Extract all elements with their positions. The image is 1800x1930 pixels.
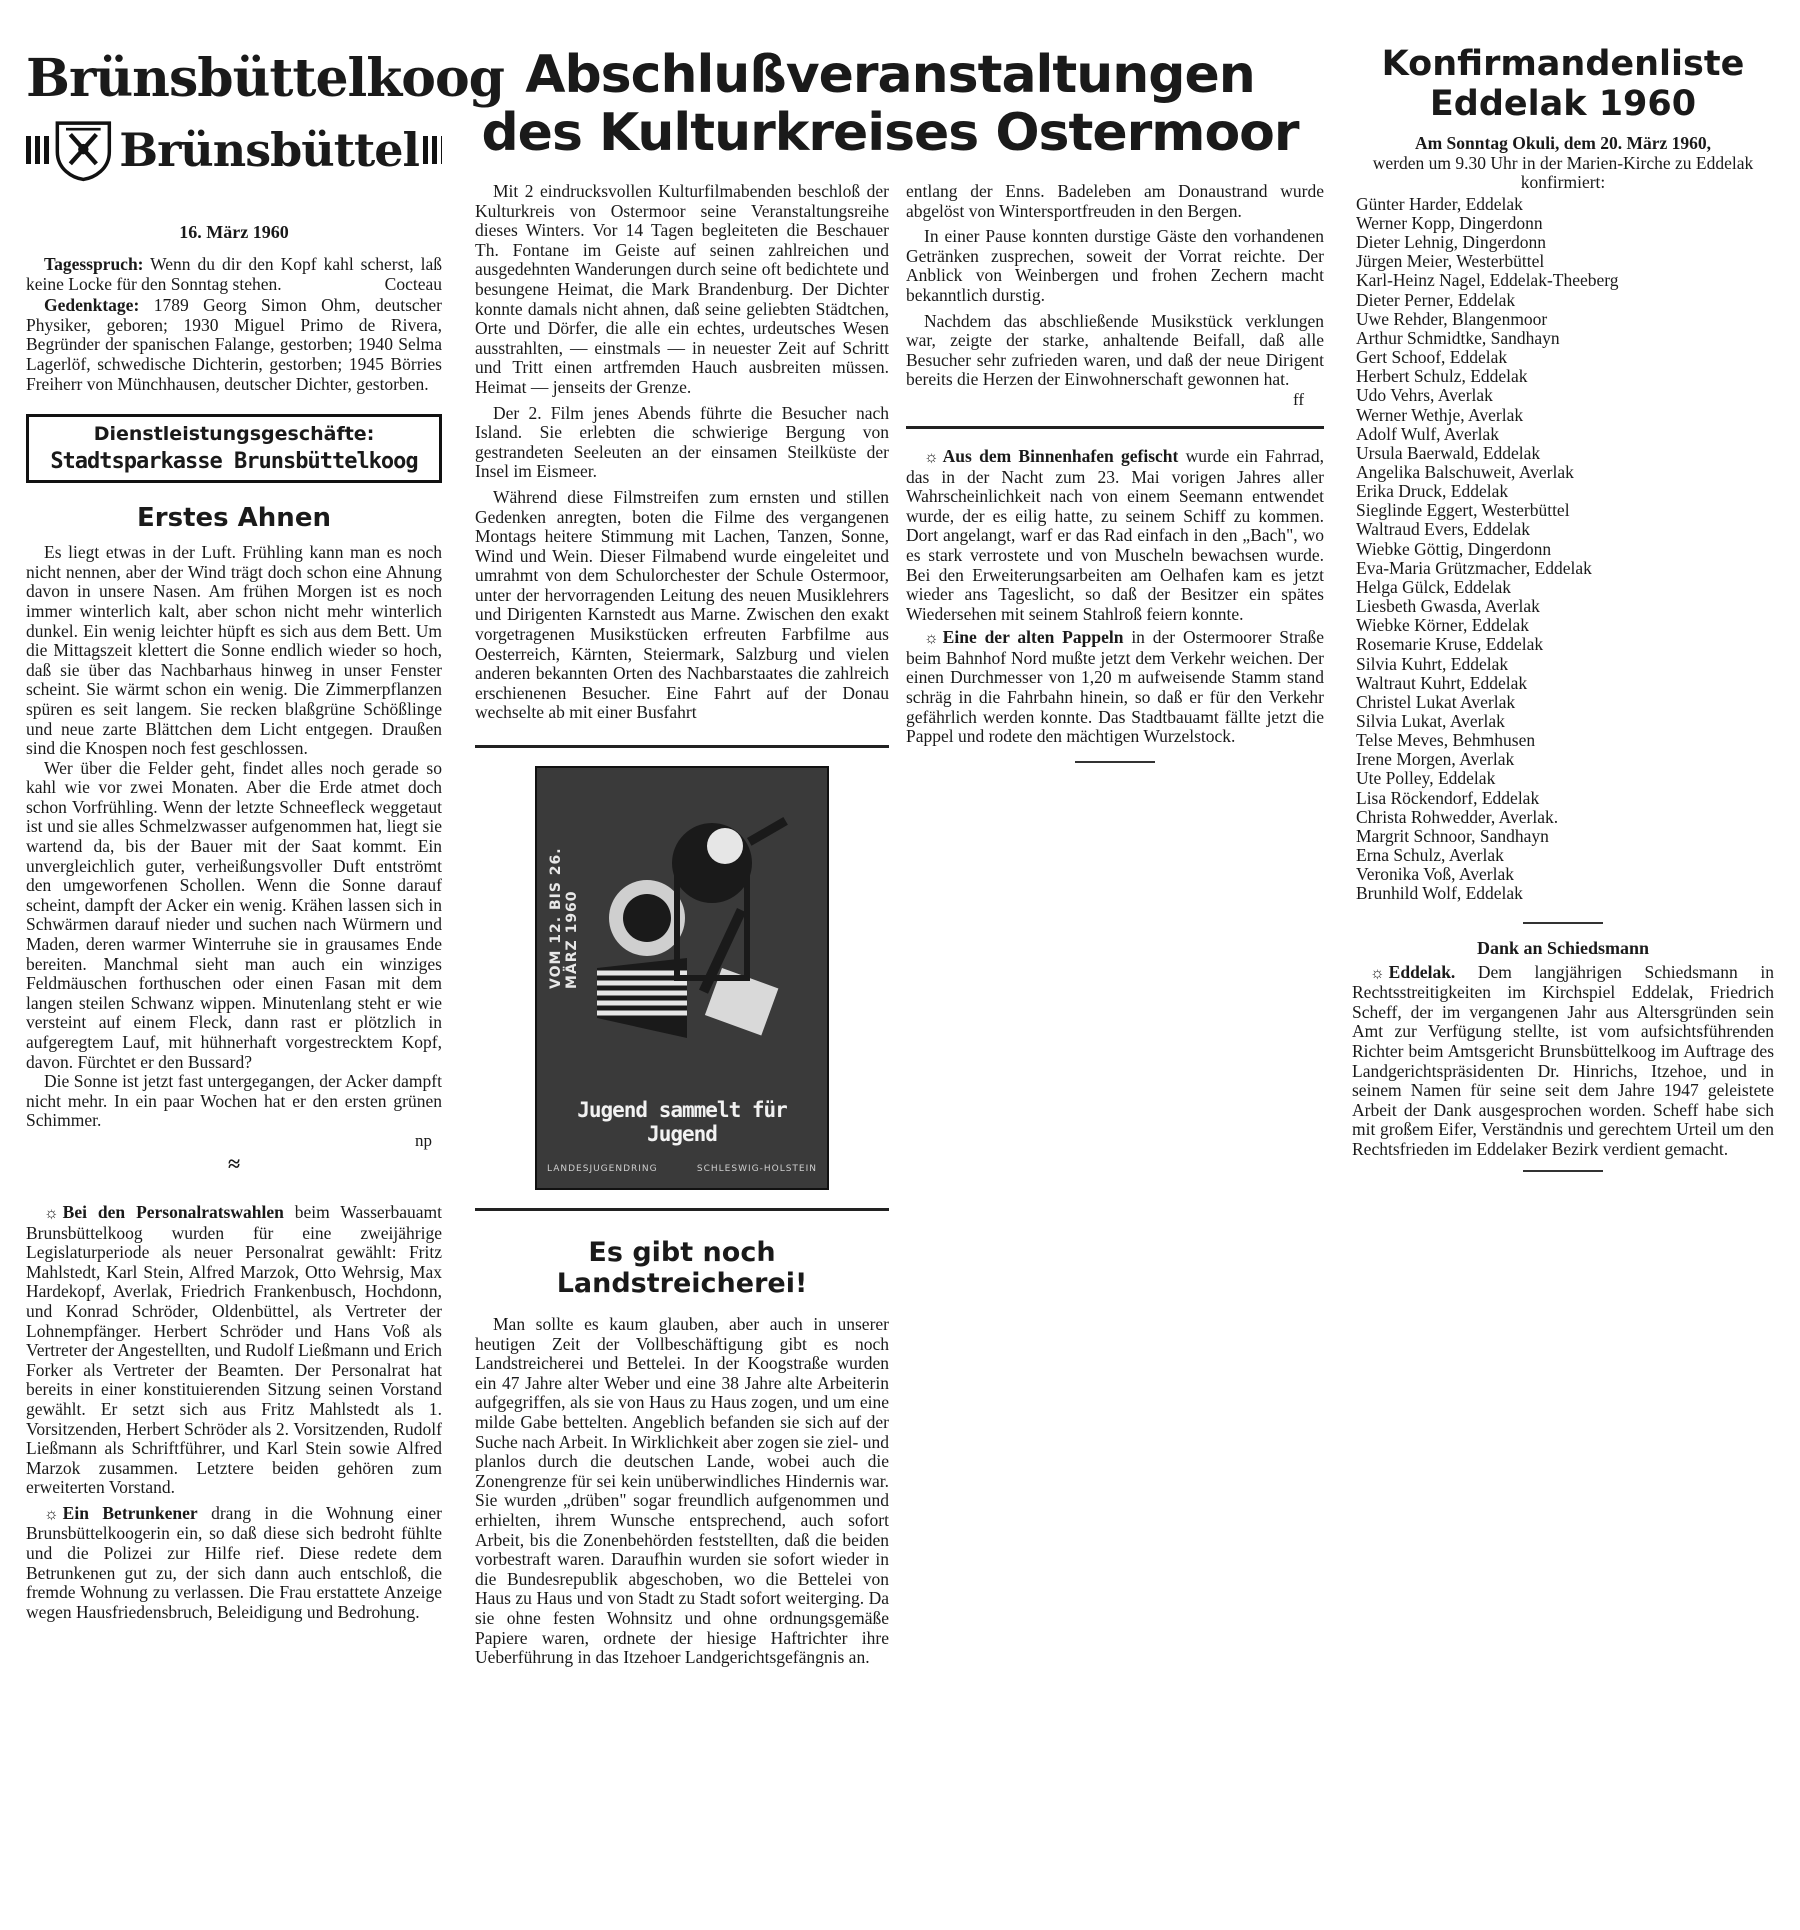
binnenhafen-article — [906, 447, 1324, 624]
konfirmand-name: Silvia Lukat, Averlak — [1356, 711, 1505, 731]
section-rule — [906, 426, 1324, 429]
betrunkener-text: drang in die Wohnung einer Brunsbüttelkoogerin ein, so daß diese sich bedroht fühlte und die Polizei zur Hilfe rief. Diese redete dem Betrunkenen gut zu, der sich dann auch entschloß, die fremde Wohnung zu verlassen. Die Frau erstattete Anzeige wegen Hausfriedensbruch, Beleidigung und Bedrohung. — [26, 1502, 442, 1622]
masthead-ornament-right — [423, 136, 442, 164]
konfirmand-name: Udo Vehrs, Averlak — [1356, 385, 1493, 406]
konfirmand-name: Jürgen Meier, Westerbüttel — [1356, 251, 1545, 272]
kulturkreis-cont-2: In einer Pause konnten durstige Gäste den vorhandenen Getränken zusprechen, soweit der Vorrat reichte. Der Anblick von Weinbergen und frohen Zechern macht bekanntlich durstig. — [906, 226, 1324, 305]
erstes-ahnen-para-2: Wer über die Felder geht, findet alles noch gerade so kahl wie vor zwei Monaten. Aber die Erde atmet doch schon Vorfrühling. Wenn der letzte Schneefleck weggetaut ist und sie alles Schmelzwasser aufgenommen hat, liegt sie wartend da, bis der Bauer mit der Saat kommt. Ein unvergleichlich guter, verheißungsvoller Duft entströmt den umgeworfenen Schollen. Wenn die Sonne darauf scheint, dampft der Acker ein wenig. Krähen lassen sich in Schwärmen darauf nieder und suchen nach Würmern und Maden, deren warmer Winterruhe sie in grausames Ende bereiten. Manchmal sieht man auch ein winziges Feldmäuschen forthuschen oder einen Fasan mit dem langen steilen Schwanz wippen. Minutenlang steht er wie versteint auf einem Fleck, dann rast er plötzlich in aufgeregtem Lauf, mit hühnerhaft vorgestrecktem Kopf, davon. Fürchtet er den Bussard? — [26, 757, 442, 1072]
konfirmanden-intro — [1352, 134, 1774, 193]
tagesspruch-text: Wenn du dir den Kopf kahl scherst, laß keine Locke für den Sonntag stehen. — [26, 254, 442, 294]
konfirmand-name: Silvia Kuhrt, Eddelak — [1356, 653, 1509, 674]
pappeln-text: in der Ostermoorer Straße beim Bahnhof Nord mußte jetzt dem Verkehr weichen. Der einen Durchmesser von 1,20 m aufweisende Stamm stand schräg in die Fahrbahn hinein, so daß er für den Verkehr gefährlich werden konnte. Das Stadtbauamt fällte jetzt die Pappel und rodete den mächtigen Wurzelstock. — [906, 627, 1324, 747]
konfirmand-name: Gert Schoof, Eddelak — [1356, 347, 1508, 368]
konfirmand-name: Waltraut Kuhrt, Eddelak — [1356, 672, 1528, 693]
konfirmand-name: Erna Schulz, Averlak — [1356, 845, 1504, 866]
masthead-ornament-left — [26, 136, 49, 164]
konfirmand-name: Veronika Voß, Averlak — [1356, 864, 1514, 885]
gedenktage-label: Gedenktage: — [44, 295, 140, 316]
end-rule — [1523, 1170, 1603, 1172]
konfirmand-name: Telse Meves, Behmhusen — [1356, 730, 1536, 751]
erstes-ahnen-para-1: Es liegt etwas in der Luft. Frühling kann man es noch nicht nennen, aber der Wind trägt doch schon eine Ahnung davon in unsere Nasen. Am frühen Morgen ist es noch immer winterlich kalt, aber schon nicht mehr winterlich dunkel. Ein wenig leichter hüpft es sich aus dem Bett. Um die Mittagszeit klettert die Sonne endlich wieder so hoch, daß sie über das Nachbarhaus hinweg in unser Fenster scheint. Sie wärmt schon ein wenig. Die Zimmerpflanzen spüren es seit langem. Sie recken blaßgrüne Schößlinge und neue zarte Blättchen dem Licht entgegen. Draußen sind die Knospen noch fest geschlossen. — [26, 542, 442, 759]
masthead-line1: Brünsbüttelkoog — [26, 48, 505, 109]
erstes-ahnen-para-3: Die Sonne ist jetzt fast untergegangen, der Acker dampft nicht mehr. In ein paar Wochen hat er den ersten grünen Schimmer. — [26, 1071, 442, 1131]
poster-footer — [547, 1164, 817, 1174]
pappeln-lead: Eine der alten Pappeln — [942, 627, 1124, 648]
gedenktage — [26, 296, 442, 394]
konfirmand-name: Werner Wethje, Averlak — [1356, 404, 1524, 425]
konfirmand-name: Werner Kopp, Dingerdonn — [1356, 212, 1543, 233]
konfirmanden-title-1: Konfirmandenliste — [1381, 44, 1745, 84]
sun-icon: ☼ — [924, 448, 939, 466]
konfirmand-name: Irene Morgen, Averlak — [1356, 749, 1515, 770]
landstreicherei-text: Man sollte es kaum glauben, aber auch in unserer heutigen Zeit der Vollbeschäftigung gibt es noch Landstreicherei und Bettelei. In der Koogstraße wurden ein 47 Jahre alter Weber und eine 38 Jahre alte Arbeiterin aufgegriffen, als sie von Haus zu Haus zogen, und um eine milde Gabe bettelten. Angeblich befanden sie sich auf der Suche nach Arbeit. In Wirklichkeit aber zogen sie ziel- und planlos durch die deutschen Lande, wobei auch die Zonengrenze für sei kein unüberwindliches Hindernis war. Sie wurden „drüben" sogar freundlich aufgenommen und erhielten, ihrem Wunsche entsprechend, auch sofort Arbeit, bis die Zonenbehörden feststellten, daß die beiden vorbestraft waren. Daraufhin wurden sie sofort wieder in die Bundesrepublik abgeschoben, wo die Bettelei von Haus zu Haus und von Stadt zu Stadt sofort weiterging. Da sie ohne festen Wohnsitz und ohne ordnungsgemäße Papiere waren, ordnete der hiesige Haftrichter ihre Ueberführung in das Itzehoer Landgerichtsgefängnis an. — [475, 1314, 889, 1668]
konfirmand-name: Margrit Schnoor, Sandhayn — [1356, 825, 1549, 846]
konfirmand-name: Uwe Rehder, Blangenmoor — [1356, 308, 1548, 329]
masthead-line2: Brünsbüttel — [119, 123, 419, 177]
masthead — [26, 48, 505, 210]
konfirmand-name: Liesbeth Gwasda, Averlak — [1356, 596, 1540, 617]
konfirmand-name: Lisa Röckendorf, Eddelak — [1356, 787, 1540, 808]
section-divider: ≈ — [227, 1150, 241, 1176]
konfirmand-name: Arthur Schmidtke, Sandhayn — [1356, 327, 1560, 348]
sun-icon: ☼ — [924, 630, 939, 648]
sparkasse-ad — [26, 414, 442, 483]
dank-lead: Eddelak. — [1388, 961, 1456, 982]
masthead-row2 — [26, 114, 442, 186]
end-rule — [1075, 761, 1155, 763]
poster-illustration — [537, 768, 827, 1088]
konfirmand-name: Karl-Heinz Nagel, Eddelak-Theeberg — [1356, 270, 1619, 291]
personalrat-lead: Bei den Personalratswahlen — [62, 1201, 284, 1222]
kulturkreis-title-1: Abschlußveranstaltungen — [525, 45, 1255, 105]
tagesspruch — [26, 255, 442, 294]
konfirmand-name: Erika Druck, Eddelak — [1356, 481, 1509, 502]
konfirmand-name: Sieglinde Eggert, Westerbüttel — [1356, 500, 1570, 521]
konfirmand-name: Ute Polley, Eddelak — [1356, 768, 1496, 789]
poster-footer-right: SCHLESWIG-HOLSTEIN — [696, 1164, 817, 1175]
column-center-right — [906, 182, 1324, 771]
personalrat-text: beim Wasserbauamt Brunsbüttelkoog wurden für eine zweijährige Legislaturperiode als neuer Personalrat gewählt: Fritz Mahlstedt, Karl Stein, Alfred Marzok, Otto Wehrsig, Max Hardekopf, Averlak, Friedrich Frankenbusch, Hochdonn, und Konrad Schröder, Oldenbüttel, als Vertreter der Lohnempfänger. Herbert Schröder und Hans Voß als Vertreter der Angestellten, und Rudolf Ließmann und Erich Forker als Vertreter der Beamten. Der Personalrat hat bereits in einer konstituierenden Sitzung seinen Vorstand gewählt. Er setzt sich aus Fritz Mahlstedt als 1. Vorsitzenden, Herbert Schröder als 2. Vorsitzenden, Rudolf Ließmann als Schriftführer, und Karl Stein sowie Alfred Marzok zusammen. Letztere beiden gehören zum erweiterten Vorstand. — [26, 1201, 442, 1498]
erstes-ahnen-signature: np — [415, 1130, 432, 1150]
konfirmanden-title-2: Eddelak 1960 — [1429, 84, 1697, 124]
section-rule — [475, 1208, 889, 1211]
gedenktage-text: 1789 Georg Simon Ohm, deutscher Physiker, geboren; 1930 Miguel Primo de Rivera, Begründer der spanischen Falange, gestorben; 1940 Selma Lagerlöf, schwedische Dichterin, gestorben; 1945 Börries Freiherr von Münchhausen, deutscher Dichter, gestorben. — [26, 295, 442, 394]
konfirmanden-intro-bold: Am Sonntag Okuli, dem 20. März 1960, — [1414, 133, 1712, 153]
konfirmand-name: Waltraud Evers, Eddelak — [1356, 519, 1531, 540]
edition-date: 16. März 1960 — [179, 222, 289, 242]
coat-of-arms-icon — [53, 114, 114, 186]
konfirmand-name: Wiebke Körner, Eddelak — [1356, 615, 1530, 636]
section-rule — [475, 745, 889, 748]
column-left — [26, 0, 505, 1622]
tagesspruch-author: Cocteau — [384, 273, 442, 294]
konfirmand-name: Rosemarie Kruse, Eddelak — [1356, 634, 1544, 655]
kulturkreis-cont-3: Nachdem das abschließende Musikstück verklungen war, zeigte der starke, anhaltende Beifall, daß alle Besucher sehr zufrieden waren, und daß der neue Dirigent bereits die Herzen der Einwohnerschaft gewonnen hat. — [906, 310, 1324, 390]
konfirmand-name: Wiebke Göttig, Dingerdonn — [1356, 538, 1552, 559]
ad-line2: Stadtsparkasse Brunsbüttelkoog — [50, 449, 418, 475]
sun-icon: ☼ — [1370, 964, 1385, 982]
kulturkreis-cont-1: entlang der Enns. Badeleben am Donaustrand wurde abgelöst von Wintersportfreuden in den Bergen. — [906, 181, 1324, 221]
pappeln-article — [906, 628, 1324, 747]
landstreicherei-title: Es gibt noch Landstreicherei! — [556, 1237, 808, 1300]
personalrat-article — [26, 1203, 442, 1498]
konfirmand-name: Christel Lukat Averlak — [1356, 691, 1516, 712]
column-middle — [475, 182, 889, 1668]
column-right — [1352, 44, 1774, 1180]
konfirmand-name: Helga Gülck, Eddelak — [1356, 576, 1512, 597]
sun-icon: ☼ — [44, 1204, 59, 1222]
poster-footer-left: LANDESJUGENDRING — [547, 1164, 658, 1175]
poster-slogan: Jugend sammelt für Jugend — [577, 1098, 787, 1147]
dank-text: Dem langjährigen Schiedsmann in Rechtsstreitigkeiten im Kirchspiel Eddelak, Friedrich Scheff, der im vergangenen Jahr aus Altersgründen sein Amt zur Verfügung stellte, ist vom aufsichtsführenden Richter beim Amtsgericht Brunsbüttelkoog im Auftrage des Landgerichtspräsidenten Dr. Hinrichs, Itzehoe, und in seinem Namen für seine seit dem Jahre 1947 geleistete Arbeit der Dank ausgesprochen worden. Scheff habe sich mit großem Eifer, Verständnis und gerechtem Urteil um den Rechtsfrieden im Eddelaker Bezirk verdient gemacht. — [1352, 961, 1774, 1159]
konfirmand-name: Ursula Baerwald, Eddelak — [1356, 442, 1541, 463]
end-rule — [1523, 922, 1603, 924]
kulturkreis-para-2: Der 2. Film jenes Abends führte die Besucher nach Island. Sie erlebten die schwierige Bergung von gestrandeten Seeleuten an der einsamen Steilküste der Insel im Eismeer. — [475, 402, 889, 482]
kulturkreis-title-2: des Kulturkreises Ostermoor — [481, 103, 1299, 163]
erstes-ahnen-title: Erstes Ahnen — [137, 503, 331, 534]
konfirmand-name: Brunhild Wolf, Eddelak — [1356, 883, 1523, 904]
sun-icon: ☼ — [44, 1505, 59, 1523]
betrunkener-article — [26, 1504, 442, 1623]
kulturkreis-headline — [470, 46, 1310, 162]
konfirmand-name: Angelika Balschuweit, Averlak — [1356, 461, 1574, 482]
dank-title: Dank an Schiedsmann — [1476, 937, 1650, 958]
konfirmanden-list — [1352, 195, 1774, 904]
poster-image — [535, 766, 829, 1190]
konfirmand-name: Eva-Maria Grützmacher, Eddelak — [1356, 557, 1592, 578]
konfirmand-name: Günter Harder, Eddelak — [1356, 193, 1523, 214]
konfirmanden-intro-rest: werden um 9.30 Uhr in der Marien-Kirche zu Eddelak konfirmiert: — [1372, 152, 1754, 193]
dank-article — [1352, 963, 1774, 1160]
binnenhafen-text: wurde ein Fahrrad, das in der Nacht zum 23. Mai vorigen Jahres aller Wahrscheinlichkeit nach von einem Seemann entwendet wurde, der es eilig hatte, zu seinem Schiff zu kommen. Dort angelangt, warf er das Rad einfach in den „Bach", wo es stark verrostete und von Muscheln bewachsen wurde. Bei den Erweiterungsarbeiten am Oelhafen kam es jetzt wieder ans Tageslicht, so daß der Besitzer ein spätes Wiedersehen mit seinem Stahlroß feiern konnte. — [906, 445, 1324, 624]
konfirmand-name: Dieter Perner, Eddelak — [1356, 289, 1516, 310]
konfirmand-name: Adolf Wulf, Averlak — [1356, 423, 1499, 444]
betrunkener-lead: Ein Betrunkener — [62, 1502, 198, 1523]
tagesspruch-label: Tagesspruch: — [44, 254, 144, 274]
konfirmand-name: Herbert Schulz, Eddelak — [1356, 366, 1528, 387]
ad-line1: Dienstleistungsgeschäfte: — [93, 423, 375, 446]
kulturkreis-para-1: Mit 2 eindrucksvollen Kulturfilmabenden beschloß der Kulturkreis von Ostermoor seine Veranstaltungsreihe dieses Winters. Vor 14 Tagen begleiteten die Beschauer Th. Fontane im Geiste auf seinen zahlreichen und ausgedehnten Wanderungen durch seine oft bedichtete und besungene Heimat, die Mark Brandenburg. Der Dichter konnte damals nicht ahnen, daß seine geliebten Städtchen, Orte und Dörfer, die alle ein echtes, urdeutsches Wesen ausstrahlten, — einstmals — in neuester Zeit auf Schritt und Tritt einen artfremden Hauch ausbreiten müssen. Heimat — jenseits der Grenze. — [475, 181, 889, 397]
poster-side-text: VOM 12. BIS 26. MÄRZ 1960 — [548, 847, 580, 990]
kulturkreis-para-3: Während diese Filmstreifen zum ernsten und stillen Gedenken anregten, boten die Filme des vergangenen Montags heitere Stimmung mit Lachen, Tanzen, Sonne, Wind und Wein. Dieser Filmabend wurde eingeleitet und umrahmt von dem Schulorchester der Schule Ostermoor, unter der hervorragenden Leitung des neuen Musiklehrers und Dirigenten Karnstedt aus Marne. Zwischen den exakt vorgetragenen Musikstücken erfreuten Farbfilme aus Oesterreich, Kärnten, Steiermark, Salzburg und vielen anderen bekannten Orten des Nachbarstaates die zahlreich erschienenen Besucher. Eine Fahrt auf der Donau wechselte ab mit einer Busfahrt — [475, 486, 889, 723]
konfirmand-name: Christa Rohwedder, Averlak. — [1356, 806, 1559, 827]
kulturkreis-signature: ff — [1292, 389, 1304, 409]
binnenhafen-lead: Aus dem Binnenhafen gefischt — [942, 445, 1179, 466]
konfirmand-name: Dieter Lehnig, Dingerdonn — [1356, 232, 1547, 253]
